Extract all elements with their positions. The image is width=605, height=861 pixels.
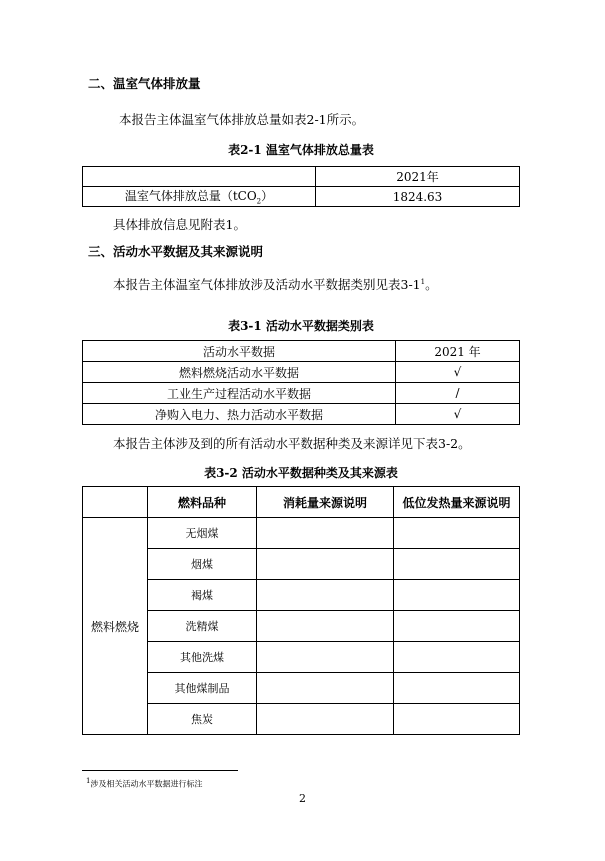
table-cell: 净购入电力、热力活动水平数据 (83, 404, 396, 425)
table-header: 燃料品种 (148, 487, 257, 518)
table-cell (83, 167, 316, 187)
fuel-type-cell: 褐煤 (148, 580, 257, 611)
section2-after-text: 具体排放信息见附表1。 (113, 217, 246, 232)
table-row (83, 187, 520, 207)
table-cell (257, 642, 394, 673)
footnote-divider (82, 770, 238, 771)
section2-heading: 二、温室气体排放量 (88, 76, 201, 91)
table-cell (257, 549, 394, 580)
section3-heading: 三、活动水平数据及其来源说明 (88, 244, 264, 259)
fuel-type-cell: 其他洗煤 (148, 642, 257, 673)
table-header: 2021 年 (396, 341, 520, 362)
table-cell (394, 518, 520, 549)
emissions-total-value: 1824.63 (316, 187, 520, 207)
fuel-type-cell: 烟煤 (148, 549, 257, 580)
table-row (83, 673, 520, 704)
fuel-type-cell: 焦炭 (148, 704, 257, 735)
table-row (83, 383, 520, 404)
fuel-type-cell: 无烟煤 (148, 518, 257, 549)
table-row (83, 611, 520, 642)
table-cell: 工业生产过程活动水平数据 (83, 383, 396, 404)
table3-2-caption: 表3-2 活动水平数据种类及其来源表 (204, 466, 398, 480)
fuel-combustion-category: 燃料燃烧 (83, 518, 148, 735)
table-row (83, 487, 520, 518)
activity-data-category-table (82, 340, 520, 425)
table-cell (257, 673, 394, 704)
table-header-year: 2021年 (316, 167, 520, 187)
fuel-type-cell: 洗精煤 (148, 611, 257, 642)
table-cell (257, 580, 394, 611)
table-header: 消耗量来源说明 (257, 487, 394, 518)
activity-data-source-table (82, 486, 520, 735)
footnote-ref: 1 (420, 277, 426, 286)
table-cell (394, 580, 520, 611)
table-row (83, 549, 520, 580)
table-cell (394, 611, 520, 642)
emissions-total-label: 温室气体排放总量（tCO$_2$） (83, 187, 316, 207)
table-cell: 燃料燃烧活动水平数据 (83, 362, 396, 383)
table-cell (257, 704, 394, 735)
section3-intro: 本报告主体温室气体排放涉及活动水平数据类别见表$3-1^1$。 (113, 277, 438, 292)
table-cell (257, 518, 394, 549)
table-row (83, 404, 520, 425)
table-header: 低位发热量来源说明 (394, 487, 520, 518)
table-header: 活动水平数据 (83, 341, 396, 362)
emissions-total-table (82, 166, 520, 207)
table-cell (394, 549, 520, 580)
table-cell: / (396, 383, 520, 404)
table-row (83, 518, 520, 549)
section2-intro: 本报告主体温室气体排放总量如表2-1所示。 (119, 112, 365, 127)
table-row (83, 341, 520, 362)
table-cell (394, 704, 520, 735)
fuel-type-cell: 其他煤制品 (148, 673, 257, 704)
table-row (83, 167, 520, 187)
table-cell: √ (396, 362, 520, 383)
table-cell (394, 673, 520, 704)
table-row (83, 704, 520, 735)
table-row (83, 580, 520, 611)
table2-1-caption: 表2-1 温室气体排放总量表 (228, 143, 374, 157)
table-cell (394, 642, 520, 673)
table-row (83, 362, 520, 383)
page-number: 2 (299, 792, 306, 805)
table-row (83, 642, 520, 673)
section3-intro2: 本报告主体涉及到的所有活动水平数据种类及来源详见下表3-2。 (113, 436, 471, 451)
footnote: $^1$涉及相关活动水平数据进行标注 (86, 777, 203, 789)
table-cell (257, 611, 394, 642)
table3-1-caption: 表3-1 活动水平数据类别表 (228, 319, 374, 333)
table-header (83, 487, 148, 518)
table-cell: √ (396, 404, 520, 425)
